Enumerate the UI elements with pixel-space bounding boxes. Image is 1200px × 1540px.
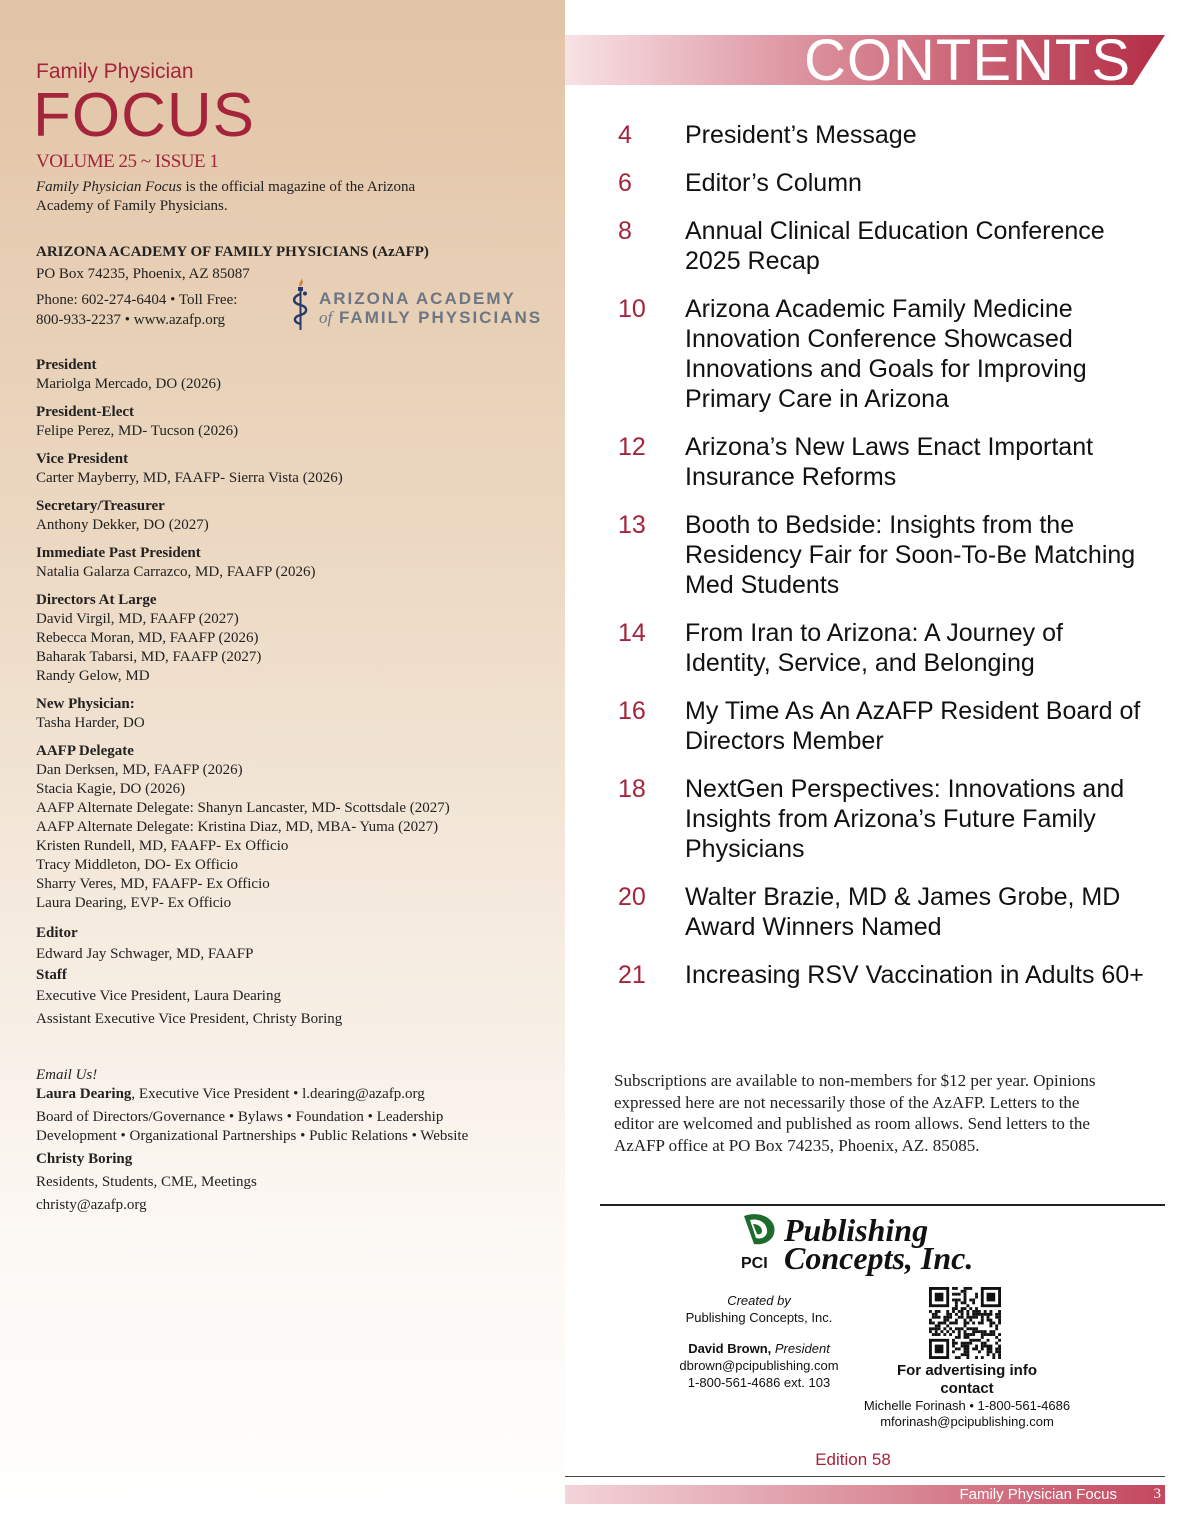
advertising-heading: For advertising info <box>896 1362 1037 1379</box>
advertising-info <box>862 1362 1072 1430</box>
publisher-president <box>670 1340 848 1357</box>
officer-group <box>36 742 556 913</box>
officer-group <box>36 695 556 733</box>
contents-banner <box>565 28 1165 93</box>
toc-entry[interactable] <box>618 510 1178 600</box>
officer-name: Natalia Galarza Carrazco, MD, FAAFP (2026) <box>36 564 316 580</box>
toc-page-number: 12 <box>618 433 646 461</box>
officer-group <box>36 497 556 535</box>
pci-abbreviation: PCI <box>741 1255 768 1272</box>
toc-article-title: Editor’s Column <box>685 169 862 197</box>
toc-entry[interactable] <box>618 120 1178 150</box>
tagline-rest: is the official magazine of the Arizona Academy of Family Physicians. <box>36 179 416 214</box>
azafp-logo-of: of <box>319 308 333 327</box>
officer-name: Tracy Middleton, DO- Ex Officio <box>36 857 239 873</box>
officer-title: President <box>36 357 97 373</box>
officer-group <box>36 544 556 582</box>
toc-article-title: Walter Brazie, MD & James Grobe, MD Award Winners Named <box>685 883 1121 941</box>
organization-address: PO Box 74235, Phoenix, AZ 85087 <box>36 266 250 282</box>
officer-title: Vice President <box>36 451 129 467</box>
toc-article-title: Arizona Academic Family Medicine Innovation Conference Showcased Innovations and Goals for Improving Primary Care in Arizona <box>685 295 1087 413</box>
contact-email[interactable]: christy@azafp.org <box>36 1197 147 1213</box>
edition-label: Edition 58 <box>815 1450 891 1469</box>
azafp-logo-line1: ARIZONA ACADEMY <box>319 289 516 308</box>
divider <box>600 1204 1165 1206</box>
toc-article-title: Booth to Bedside: Insights from the Residency Fair for Soon-To-Be Matching Med Students <box>685 511 1136 599</box>
pci-leaf-icon <box>740 1212 780 1258</box>
subscription-note: Subscriptions are available to non-members for $12 per year. Opinions expressed here are not necessarily those of the AzAFP. Letters to the editor are welcomed and published as room allows. Send letters to the AzAFP office at PO Box 74235, Phoenix, AZ. 85085. <box>614 1071 1096 1155</box>
toc-page-number: 6 <box>618 169 632 197</box>
organization-phone: Phone: 602-274-6404 • Toll Free: <box>36 292 238 308</box>
officer-title: Directors At Large <box>36 592 157 608</box>
publisher-credit <box>670 1292 848 1391</box>
toc-page-number: 18 <box>618 775 646 803</box>
organization-website[interactable]: 800-933-2237 • www.azafp.org <box>36 312 225 328</box>
officer-name: AAFP Alternate Delegate: Kristina Diaz, MD, MBA- Yuma (2027) <box>36 819 439 835</box>
contact-role-email[interactable]: , Executive Vice President • l.dearing@azafp.org <box>131 1086 425 1102</box>
qr-code-icon[interactable] <box>929 1287 1001 1359</box>
toc-article-title: Arizona’s New Laws Enact Important Insurance Reforms <box>685 433 1094 491</box>
email-contact-laura <box>36 1085 561 1104</box>
toc-entry[interactable] <box>618 618 1178 678</box>
azafp-logo-line2-text: FAMILY PHYSICIANS <box>338 308 543 327</box>
officer-name: Rebecca Moran, MD, FAAFP (2026) <box>36 630 259 646</box>
contact-topics: Development • Organizational Partnerships • Public Relations • Website <box>36 1128 469 1144</box>
organization-name: ARIZONA ACADEMY OF FAMILY PHYSICIANS (AzAFP) <box>36 244 429 260</box>
officer-name: Laura Dearing, EVP- Ex Officio <box>36 895 232 911</box>
president-title: President <box>774 1341 830 1356</box>
masthead-title: FOCUS <box>33 81 255 150</box>
publisher-company: Publishing Concepts, Inc. <box>685 1310 833 1325</box>
officer-name: David Virgil, MD, FAAFP (2027) <box>36 611 239 627</box>
email-heading: Email Us! <box>36 1067 98 1083</box>
pci-logo-line1: Publishing <box>784 1212 929 1248</box>
officer-name: Dan Derksen, MD, FAAFP (2026) <box>36 762 243 778</box>
toc-entry[interactable] <box>618 882 1178 942</box>
toc-page-number: 16 <box>618 697 646 725</box>
toc-entry[interactable] <box>618 696 1178 756</box>
tagline-magazine-name: Family Physician Focus <box>36 179 182 195</box>
footer-magazine-name: Family Physician Focus <box>959 1486 1117 1503</box>
toc-page-number: 4 <box>618 121 632 149</box>
created-by-label: Created by <box>727 1293 791 1308</box>
officer-title: Secretary/Treasurer <box>36 498 165 514</box>
toc-page-number: 14 <box>618 619 646 647</box>
toc-article-title: President’s Message <box>685 121 917 149</box>
masthead-tagline <box>36 178 416 216</box>
officer-name: Felipe Perez, MD- Tucson (2026) <box>36 423 239 439</box>
contact-topics: Board of Directors/Governance • Bylaws • Foundation • Leadership <box>36 1109 444 1125</box>
footer-rule <box>565 1476 1165 1477</box>
officer-list <box>36 356 556 922</box>
email-section <box>36 1065 561 1215</box>
advertising-heading-2: contact <box>940 1380 994 1397</box>
advertising-contact: Michelle Forinash • 1-800-561-4686 <box>863 1398 1071 1413</box>
officer-name: Stacia Kagie, DO (2026) <box>36 781 186 797</box>
azafp-logo-line2 <box>319 308 542 328</box>
contents-heading: CONTENTS <box>804 28 1131 93</box>
toc-article-title: From Iran to Arizona: A Journey of Identity, Service, and Belonging <box>685 619 1063 677</box>
officer-title: Immediate Past President <box>36 545 201 561</box>
officer-name: Anthony Dekker, DO (2027) <box>36 517 209 533</box>
publisher-phone: 1-800-561-4686 ext. 103 <box>687 1375 831 1390</box>
staff-title: Staff <box>36 967 67 983</box>
email-contact-christy <box>36 1150 561 1169</box>
sidebar <box>0 0 565 1540</box>
volume-issue: VOLUME 25 ~ ISSUE 1 <box>36 151 219 172</box>
contact-name: Christy Boring <box>36 1151 133 1167</box>
toc-entry[interactable] <box>618 294 1178 414</box>
organization-contact <box>36 290 276 330</box>
officer-name: Sharry Veres, MD, FAAFP- Ex Officio <box>36 876 270 892</box>
toc-entry[interactable] <box>618 432 1178 492</box>
staff-line: Executive Vice President, Laura Dearing <box>36 988 281 1004</box>
toc-page-number: 21 <box>618 961 646 989</box>
officer-name: Mariolga Mercado, DO (2026) <box>36 376 221 392</box>
toc-page-number: 13 <box>618 511 646 539</box>
officer-name: AAFP Alternate Delegate: Shanyn Lancaster, MD- Scottsdale (2027) <box>36 800 450 816</box>
toc-entry[interactable] <box>618 216 1178 276</box>
staff-line: Assistant Executive Vice President, Christy Boring <box>36 1011 343 1027</box>
staff-section <box>36 924 556 1031</box>
officer-name: Baharak Tabarsi, MD, FAAFP (2027) <box>36 649 262 665</box>
footer-bar <box>565 1485 1165 1504</box>
pci-logo-line2: Concepts, Inc. <box>784 1240 974 1276</box>
officer-title: President-Elect <box>36 404 135 420</box>
caduceus-torch-icon <box>288 278 314 334</box>
officer-name: Randy Gelow, MD <box>36 668 150 684</box>
toc-article-title: My Time As An AzAFP Resident Board of Directors Member <box>685 697 1141 755</box>
officer-group <box>36 403 556 441</box>
president-name: David Brown, <box>688 1341 772 1356</box>
toc-article-title: NextGen Perspectives: Innovations and Insights from Arizona’s Future Family Physicians <box>685 775 1125 863</box>
officer-name: Carter Mayberry, MD, FAAFP- Sierra Vista (2026) <box>36 470 343 486</box>
officer-group <box>36 450 556 488</box>
toc-page-number: 20 <box>618 883 646 911</box>
table-of-contents <box>618 120 1178 1008</box>
pci-logo <box>740 1212 1010 1276</box>
azafp-logo <box>288 278 553 334</box>
officer-title: New Physician: <box>36 696 135 712</box>
officer-name: Tasha Harder, DO <box>36 715 145 731</box>
officer-group <box>36 356 556 394</box>
editor-name: Edward Jay Schwager, MD, FAAFP <box>36 946 254 962</box>
officer-name: Kristen Rundell, MD, FAAFP- Ex Officio <box>36 838 289 854</box>
contact-name: Laura Dearing <box>36 1086 132 1102</box>
toc-article-title: Increasing RSV Vaccination in Adults 60+ <box>685 961 1144 989</box>
toc-page-number: 10 <box>618 295 646 323</box>
toc-article-title: Annual Clinical Education Conference 2025 Recap <box>685 217 1105 275</box>
toc-entry[interactable] <box>618 774 1178 864</box>
toc-page-number: 8 <box>618 217 632 245</box>
officer-title: AAFP Delegate <box>36 743 134 759</box>
officer-group <box>36 591 556 686</box>
page-number: 3 <box>1153 1486 1161 1502</box>
toc-entry[interactable] <box>618 960 1178 990</box>
editor-title: Editor <box>36 925 78 941</box>
publisher-email[interactable]: dbrown@pcipublishing.com <box>679 1358 839 1373</box>
toc-entry[interactable] <box>618 168 1178 198</box>
contact-topics: Residents, Students, CME, Meetings <box>36 1174 257 1190</box>
masthead-small-title: Family Physician <box>36 60 194 83</box>
advertising-email[interactable]: mforinash@pcipublishing.com <box>880 1414 1054 1429</box>
